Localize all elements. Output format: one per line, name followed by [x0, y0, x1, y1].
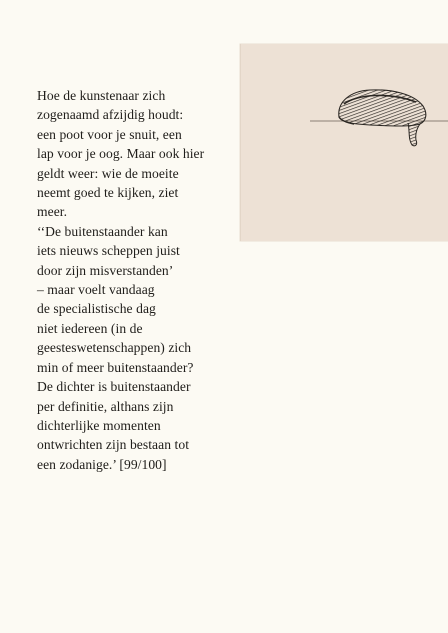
quote-line: De dichter is buitenstaander [37, 379, 191, 395]
text-line: Hoe de kunstenaar zich [37, 88, 166, 103]
text-line: neemt goed te kijken, ziet [37, 185, 179, 201]
text-line: een poot voor je snuit, een [37, 126, 182, 142]
quote-line: min of meer buitenstaander? [37, 359, 194, 375]
quote-line: een zodanige.’ [99/100] [37, 456, 167, 472]
text-line: lap voor je oog. Maar ook hier [37, 146, 205, 162]
quote-line: de specialistische dag [37, 301, 156, 317]
quote-line: geesteswetenschappen) zich [37, 340, 192, 356]
creature-leg [408, 123, 420, 146]
quote-line: ‘‘De buitenstaander kan [37, 223, 168, 239]
quote-line: – maar voelt vandaag [37, 282, 155, 298]
text-line: geldt weer: wie de moeite [37, 165, 179, 181]
body-text [37, 86, 237, 474]
artwork-drawing [240, 44, 448, 241]
text-line: meer. [37, 204, 68, 220]
quote-line: iets nieuws scheppen juist [37, 243, 180, 259]
quote-line: niet iedereen (in de [37, 320, 143, 336]
text-line: zogenaamd afzijdig houdt: [37, 107, 184, 123]
quote-line: dichterlijke momenten [37, 417, 161, 433]
quote-line: ontwrichten zijn bestaan tot [37, 437, 190, 453]
animal-sketch [240, 44, 448, 241]
quote-line: per definitie, althans zijn [37, 398, 174, 414]
quote-line: door zijn misverstanden’ [37, 262, 174, 278]
